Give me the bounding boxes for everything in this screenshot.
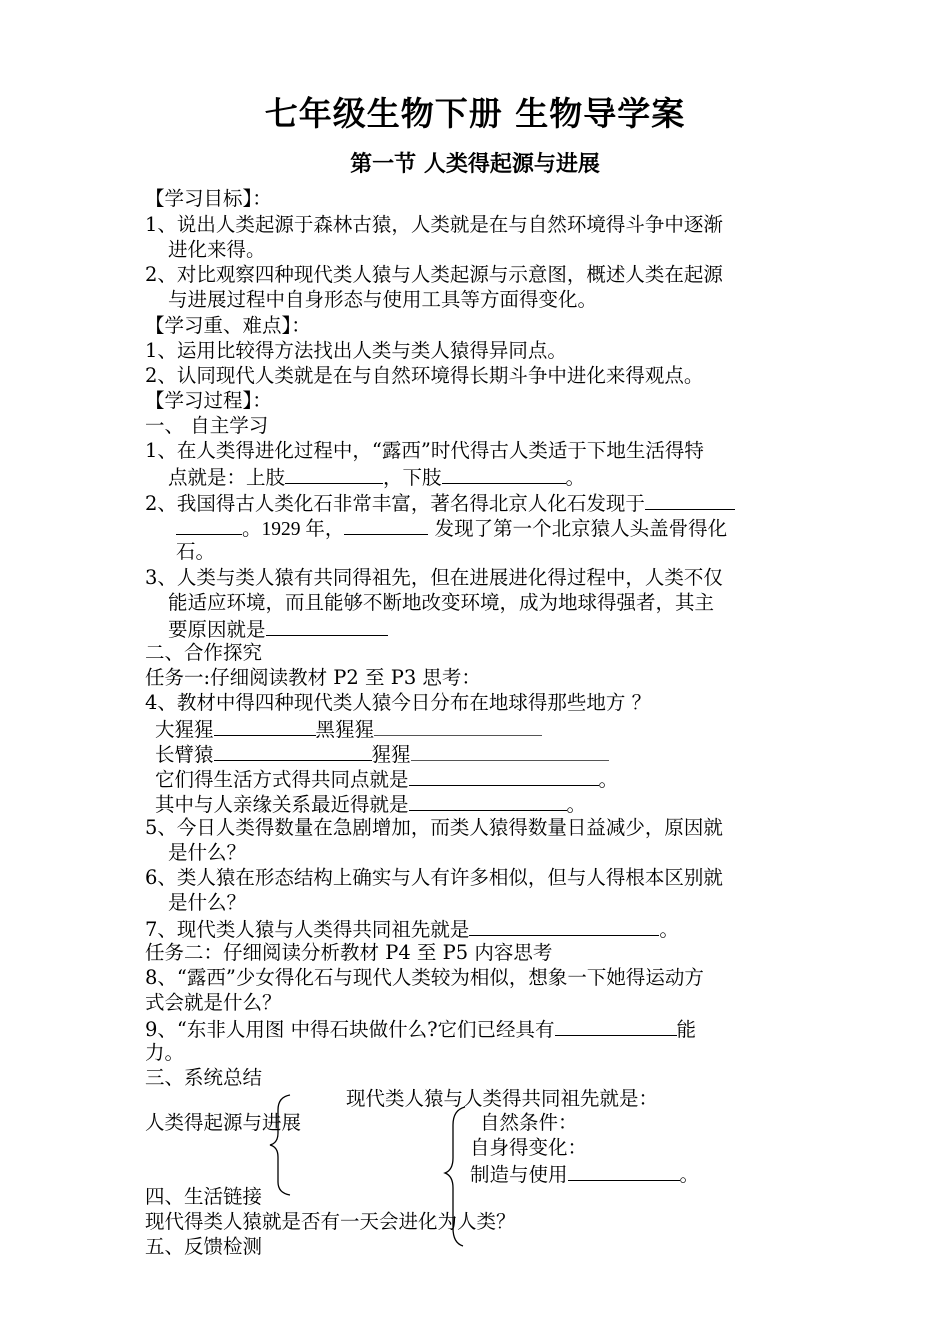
question-9-line-1: 9、“东非人用图 中得石块做什么?它们已经具有 能 xyxy=(145,1015,696,1042)
question-4: 4、教材中得四种现代类人猿今日分布在地球得那些地方 ？ xyxy=(145,691,652,714)
part-3-heading: 三、系统总结 xyxy=(145,1066,263,1089)
question-8-line-2: 式会就是什么？ xyxy=(145,991,282,1014)
common-lifestyle: 它们得生活方式得共同点就是 。 xyxy=(155,765,618,792)
goal-2-line-1: 2、对比观察四种现代类人猿与人类起源与示意图，概述人类在起源 xyxy=(145,263,723,286)
goals-heading: 【学习目标】： xyxy=(145,187,272,210)
part-2-heading: 二、合作探究 xyxy=(145,641,263,664)
question-1-line-2: 点就是：上肢 ，下肢 。 xyxy=(168,463,585,490)
goal-1-line-1: 1、说出人类起源于森林古猿，人类就是在与自然环境得斗争中逐渐 xyxy=(145,213,723,236)
question-2-line-1: 2、我国得古人类化石非常丰富，著名得北京人化石发现于 xyxy=(145,489,735,516)
process-heading: 【学习过程】： xyxy=(145,389,272,412)
question-2-line-3: 石。 xyxy=(176,540,216,563)
section-title: 第一节 人类得起源与进展 xyxy=(350,152,600,177)
ape-row-1: 大猩猩 黑猩猩 xyxy=(155,715,542,742)
question-2-line-2: 。1929 年， 发现了第一个北京猿人头盖骨得化 xyxy=(176,514,727,542)
left-brace-icon xyxy=(270,1095,290,1195)
question-7: 7、现代类人猿与人类得共同祖先就是 。 xyxy=(145,915,679,942)
question-3-line-3: 要原因就是 xyxy=(168,615,388,642)
task-1: 任务一:仔细阅读教材 P2 至 P3 思考： xyxy=(145,666,481,689)
goal-2-line-2: 与进展过程中自身形态与使用工具等方面得变化。 xyxy=(168,288,598,311)
question-9-line-2: 力。 xyxy=(145,1041,185,1064)
key-points-heading: 【学习重、难点】： xyxy=(145,314,311,337)
part-1-heading: 一、 自主学习 xyxy=(145,414,269,437)
goal-1-line-2: 进化来得。 xyxy=(168,238,266,261)
ape-row-2: 长臂猿 猩猩 xyxy=(155,740,609,767)
key-point-1: 1、运用比较得方法找出人类与类人猿得异同点。 xyxy=(145,339,567,362)
summary-natural-conditions: 自然条件： xyxy=(480,1111,578,1134)
task-2: 任务二：仔细阅读分析教材 P4 至 P5 内容思考 xyxy=(145,941,553,964)
part-5-heading: 五、反馈检测 xyxy=(145,1235,263,1258)
page-title: 七年级生物下册 生物导学案 xyxy=(264,94,686,133)
summary-body-changes: 自身得变化： xyxy=(470,1136,588,1159)
summary-ancestor: 现代类人猿与人类得共同祖先就是： xyxy=(346,1087,659,1110)
question-5-line-1: 5、今日人类得数量在急剧增加，而类人猿得数量日益减少，原因就 xyxy=(145,816,723,839)
question-1-line-1: 1、在人类得进化过程中，“露西”时代得古人类适于下地生活得特 xyxy=(145,439,704,462)
question-6-line-2: 是什么？ xyxy=(168,891,247,914)
question-3-line-2: 能适应环境，而且能够不断地改变环境，成为地球得强者，其主 xyxy=(168,591,715,614)
question-3-line-1: 3、人类与类人猿有共同得祖先，但在进展进化得过程中，人类不仅 xyxy=(145,566,723,589)
summary-tools: 制造与使用 。 xyxy=(470,1160,699,1187)
key-point-2: 2、认同现代人类就是在与自然环境得长期斗争中进化来得观点。 xyxy=(145,364,704,387)
question-6-line-1: 6、类人猿在形态结构上确实与人有许多相似，但与人得根本区别就 xyxy=(145,866,723,889)
part-4-heading: 四、生活链接 xyxy=(145,1185,263,1208)
closest-relative: 其中与人亲缘关系最近得就是 。 xyxy=(155,790,586,817)
summary-root: 人类得起源与进展 xyxy=(145,1111,302,1134)
question-5-line-2: 是什么？ xyxy=(168,841,247,864)
life-link-question: 现代得类人猿就是否有一天会进化为人类？ xyxy=(145,1210,516,1233)
question-8-line-1: 8、“露西”少女得化石与现代人类较为相似，想象一下她得运动方 xyxy=(145,966,704,989)
